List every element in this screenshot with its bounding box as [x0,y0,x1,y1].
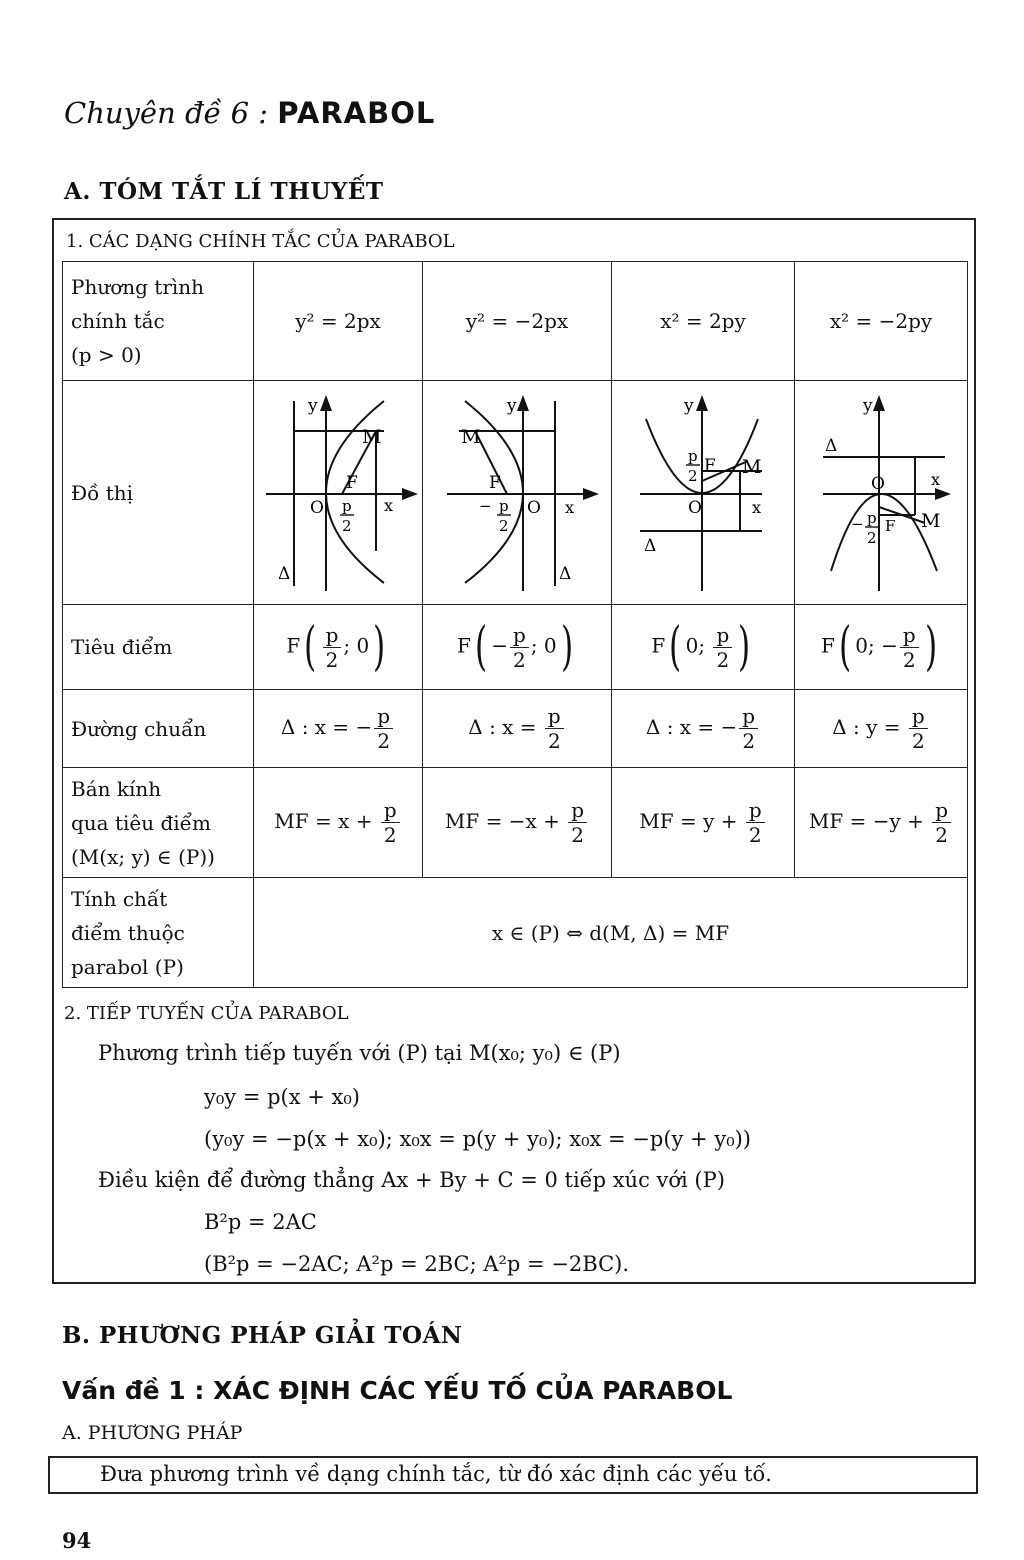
minus-label: − [851,515,864,533]
label-line: qua tiêu điểm [71,810,211,835]
property-cell: x ∈ (P) ⇔ d(M, Δ) = MF [254,878,968,988]
denominator: 2 [377,729,391,753]
directrix-row-label: Đường chuẩn [63,690,254,768]
paren-left: ( [669,617,682,677]
focus-label: F [489,473,501,493]
directrix-lhs: Δ : x = − [280,715,373,739]
equation-cell: x² = −2py [795,262,968,381]
axis-y-label: y [863,396,873,416]
numerator: p [739,706,758,729]
fraction [323,622,342,672]
graph-cell-3 [612,381,795,605]
focus-row [63,605,968,690]
origin-label: O [871,474,885,494]
chapter-prefix: Chuyên đề 6 : [64,96,278,130]
axis-x-label: x [752,498,762,517]
label-line: Tính chất [71,886,168,911]
graph-row-label: Đồ thị [63,381,254,605]
paren-left: ( [304,617,317,677]
tangent-equation-others: (y₀y = −p(x + x₀); x₀x = p(y + y₀); x₀x = −p(y + y₀)) [204,1127,751,1151]
condition-intro: Điều kiện để đường thẳng Ax + By + C = 0 tiếp xúc với (P) [98,1168,725,1192]
x-arrow [402,488,418,500]
two-label: 2 [688,467,698,485]
two-label: 2 [499,517,509,535]
radius-lhs: MF = x + [274,809,379,833]
graph-cell-4 [795,381,968,605]
fraction [568,800,587,845]
chapter-title: PARABOL [277,96,436,130]
numerator: p [510,625,529,648]
denominator: 2 [742,729,756,753]
two-label: 2 [342,517,352,535]
x-arrow [935,488,951,500]
denominator: 2 [571,823,585,847]
fraction [510,622,529,672]
equation-cell: y² = 2px [254,262,423,381]
directrix-label: Δ [559,564,572,584]
equation-row [63,262,968,381]
radius-row-label [63,768,254,878]
y-arrow [873,395,885,411]
label-line: Phương trình [71,275,205,299]
focus-zero: 0 [685,633,699,658]
focus-cell: F( $\frac{p}{2}$ ; 0) [254,605,423,690]
focus-cell: F( 0; $\frac{p}{2}$ ) [612,605,795,690]
denominator: 2 [902,647,916,672]
paren-left: ( [838,617,852,677]
chapter-heading [64,96,435,130]
p-label: p [342,497,352,515]
label-line: parabol (P) [71,954,184,979]
fraction [545,706,564,751]
numerator: p [568,800,587,823]
radius-cell [795,768,968,878]
numerator: p [545,706,564,729]
parabol-graph-down [795,381,967,599]
y-arrow [320,395,332,411]
axis-x-label: x [565,498,575,517]
y-arrow [517,395,529,411]
label-line: (p > 0) [71,343,142,367]
label-line: chính tắc [71,309,165,333]
focus-label: F [704,456,716,476]
origin-label: O [688,498,702,518]
denominator: 2 [748,823,762,847]
graph-cell-1 [254,381,423,605]
directrix-cell [423,690,612,768]
method-title: A. PHƯƠNG PHÁP [62,1422,243,1444]
numerator: p [381,800,400,823]
radius-lhs: MF = −x + [444,809,567,833]
focus-zero: 0 [855,633,868,658]
fraction [746,800,765,845]
directrix-cell [254,690,423,768]
numerator: p [746,800,765,823]
section-a-heading: A. TÓM TẮT LÍ THUYẾT [64,178,384,205]
radius-cell [612,768,795,878]
directrix-label: Δ [644,536,657,556]
equation-row-label [63,262,254,381]
numerator: p [909,706,928,729]
p-label: p [499,497,509,515]
denominator: 2 [513,647,526,672]
point-m-label: M [461,426,481,448]
directrix-lhs: Δ : x = [468,715,543,739]
property-row [63,878,968,988]
canonical-forms-table [62,261,968,988]
denominator: 2 [911,729,925,753]
equation-cell: x² = 2py [612,262,795,381]
directrix-label: Δ [825,436,838,456]
numerator: p [323,625,342,648]
fraction [900,622,919,672]
denominator: 2 [935,823,949,847]
tangent-equation: y₀y = p(x + x₀) [204,1085,360,1109]
paren-right: ) [924,617,937,677]
fraction [909,706,928,751]
two-label: 2 [867,529,877,547]
radius-lhs: MF = −y + [808,809,931,833]
focus-sign: − [881,633,898,658]
axis-x-label: x [931,470,941,489]
focus-label: F [346,473,358,493]
part1-title: 1. CÁC DẠNG CHÍNH TẮC CỦA PARABOL [66,231,455,252]
focus-sign: − [491,633,508,658]
page-number: 94 [62,1528,92,1553]
numerator: p [713,625,732,648]
graph-cell-2 [423,381,612,605]
radius-row [63,768,968,878]
paren-right: ) [738,617,751,677]
part2-title: 2. TIẾP TUYẾN CỦA PARABOL [64,1003,349,1024]
condition-equation: B²p = 2AC [204,1210,317,1234]
graph-row [63,381,968,605]
axis-y-label: y [684,396,694,416]
x-arrow [583,488,599,500]
focus-letter: F [286,633,301,658]
fraction [932,800,951,845]
denominator: 2 [716,647,730,672]
directrix-lhs: Δ : x = − [645,715,738,739]
origin-label: O [527,498,541,518]
paren-right: ) [560,617,573,677]
directrix-row [63,690,968,768]
method-text: Đưa phương trình về dạng chính tắc, từ đó xác định các yếu tố. [100,1462,772,1486]
section-b-heading: B. PHƯƠNG PHÁP GIẢI TOÁN [62,1322,463,1349]
paren-right: ) [373,617,386,677]
radius-cell [423,768,612,878]
fraction [381,800,400,845]
radius-cell [254,768,423,878]
minus-label: − [479,497,492,515]
property-row-label [63,878,254,988]
fraction [739,706,758,751]
problem-heading: Vấn đề 1 : XÁC ĐỊNH CÁC YẾU TỐ CỦA PARABOL [62,1376,733,1405]
y-arrow [696,395,708,411]
axis-y-label: y [308,396,318,416]
numerator: p [900,625,919,648]
directrix-cell [612,690,795,768]
p-label: p [688,447,698,465]
point-m-label: M [921,510,941,532]
denominator: 2 [547,729,561,753]
directrix-cell [795,690,968,768]
label-line: điểm thuộc [71,920,185,945]
p-label: p [867,509,877,527]
fraction [374,706,393,751]
focus-zero: 0 [543,633,557,658]
denominator: 2 [325,647,339,672]
axis-y-label: y [507,396,517,416]
focus-letter: F [821,633,835,658]
label-line: (M(x; y) ∈ (P)) [71,844,215,869]
label-line: Bán kính [71,776,162,801]
numerator: p [374,706,393,729]
parabol-graph-up [612,381,794,599]
condition-equation-others: (B²p = −2AC; A²p = 2BC; A²p = −2BC). [204,1252,630,1276]
focus-zero: 0 [356,633,370,658]
paren-left: ( [474,617,488,677]
focus-letter: F [457,633,471,658]
focus-cell: F( 0; − $\frac{p}{2}$ ) [795,605,968,690]
tangent-intro: Phương trình tiếp tuyến với (P) tại M(x₀; y₀) ∈ (P) [98,1041,621,1065]
fraction [713,622,732,672]
point-m-label: M [362,426,382,448]
origin-label: O [310,498,324,518]
focus-cell: F( − $\frac{p}{2}$ ; 0) [423,605,612,690]
radius-lhs: MF = y + [639,809,744,833]
directrix-lhs: Δ : y = [832,715,907,739]
axis-x-label: x [384,496,394,515]
numerator: p [932,800,951,823]
focus-letter: F [651,633,666,658]
parabol-graph-left [423,381,611,599]
point-m-label: M [742,456,762,478]
denominator: 2 [383,823,397,847]
focus-label: F [885,517,896,535]
method-box [48,1456,978,1494]
focus-row-label: Tiêu điểm [63,605,254,690]
equation-cell: y² = −2px [423,262,612,381]
parabol-graph-right [254,381,422,599]
directrix-label: Δ [278,564,291,584]
